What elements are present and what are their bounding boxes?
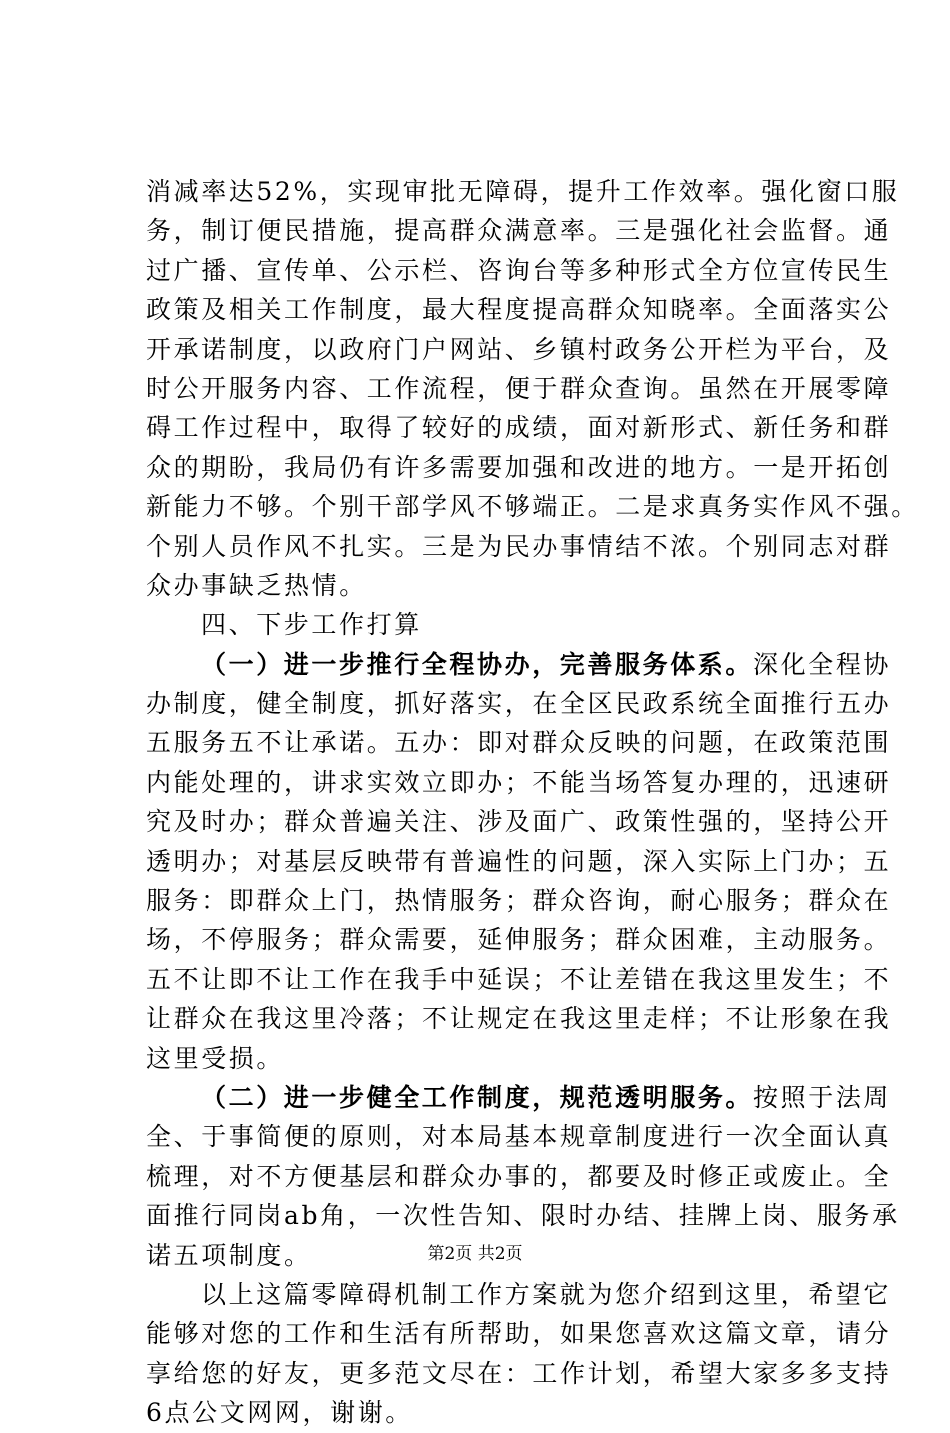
text-segment: 碍工作过程中，取得了较好的成绩，面对新形式、新任务和群: [146, 413, 892, 443]
text-line: [146, 527, 892, 566]
text-segment: 梳理，对不方便基层和群众办事的，都要及时修正或废止。全: [146, 1161, 892, 1191]
text-segment: 时公开服务内容、工作流程，便于群众查询。虽然在开展零障: [146, 373, 892, 403]
text-line: [146, 684, 892, 723]
text-line: [146, 1196, 900, 1235]
text-segment: 办制度，健全制度，抓好落实，在全区民政系统全面推行五办: [146, 689, 892, 719]
text-segment: 个别人员作风不扎实。三是为民办事情结不浓。个别同志对群: [146, 531, 892, 561]
text-segment: 6点公文网网，谢谢。: [146, 1398, 413, 1428]
text-segment: 众的期盼，我局仍有许多需要加强和改进的地方。一是开拓创: [146, 452, 892, 482]
text-segment: 务，制订便民措施，提高群众满意率。三是强化社会监督。通: [146, 216, 892, 246]
text-line: [146, 1117, 892, 1156]
text-line: [146, 645, 892, 684]
text-line: [146, 802, 892, 841]
text-segment: 让群众在我这里冷落；不让规定在我这里走样；不让形象在我: [146, 1004, 892, 1034]
text-line: [146, 1039, 836, 1078]
text-segment: 以上这篇零障碍机制工作方案就为您介绍到这里，希望它: [201, 1279, 892, 1309]
text-line: [146, 1157, 892, 1196]
text-line: [146, 448, 892, 487]
text-line: [146, 1314, 892, 1353]
text-segment: 究及时办；群众普遍关注、涉及面广、政策性强的，坚持公开: [146, 807, 892, 837]
text-segment: 五服务五不让承诺。五办：即对群众反映的问题，在政策范围: [146, 728, 892, 758]
text-segment: 诺五项制度。: [146, 1240, 312, 1270]
text-segment: 新能力不够。个别干部学风不够端正。二是求真务实作风不强。: [146, 492, 919, 522]
text-segment: 众办事缺乏热情。: [146, 570, 367, 600]
text-segment: 开承诺制度，以政府门户网站、乡镇村政务公开栏为平台，及: [146, 334, 892, 364]
text-line: [146, 1393, 836, 1432]
text-line: [146, 999, 892, 1038]
text-line: [146, 487, 919, 526]
text-line: [146, 1354, 892, 1393]
text-line: [146, 172, 900, 211]
text-segment: 内能处理的，讲求实效立即办；不能当场答复办理的，迅速研: [146, 767, 892, 797]
text-line: [146, 1078, 892, 1117]
text-line: [146, 290, 892, 329]
text-segment: 消减率达52%，实现审批无障碍，提升工作效率。强化窗口服: [146, 177, 900, 206]
text-segment: 五不让即不让工作在我手中延误；不让差错在我这里发生；不: [146, 964, 892, 994]
text-segment: 面推行同岗ab角，一次性告知、限时办结、挂牌上岗、服务承: [146, 1201, 900, 1231]
text-segment: 按照于法周: [753, 1082, 892, 1112]
text-line: [146, 881, 892, 920]
text-segment: 过广播、宣传单、公示栏、咨询台等多种形式全方位宣传民生: [146, 255, 892, 285]
text-segment: 能够对您的工作和生活有所帮助，如果您喜欢这篇文章，请分: [146, 1319, 892, 1349]
text-segment: 场，不停服务；群众需要，延伸服务；群众困难，主动服务。: [146, 925, 892, 955]
text-line: [146, 330, 892, 369]
text-segment: 这里受损。: [146, 1043, 285, 1073]
text-line: [146, 920, 892, 959]
text-segment: 深化全程协: [753, 649, 892, 679]
text-line: [146, 842, 892, 881]
text-segment: 服务：即群众上门，热情服务；群众咨询，耐心服务；群众在: [146, 886, 892, 916]
text-segment: 享给您的好友，更多范文尽在：工作计划，希望大家多多支持: [146, 1358, 892, 1388]
text-line: [146, 605, 836, 644]
text-line: [146, 1275, 892, 1314]
bold-heading-segment: （二）进一步健全工作制度，规范透明服务。: [201, 1082, 754, 1112]
text-segment: 政策及相关工作制度，最大程度提高群众知晓率。全面落实公: [146, 295, 892, 325]
text-line: [146, 408, 892, 447]
text-line: [146, 960, 892, 999]
text-line: [146, 723, 892, 762]
text-line: [146, 763, 892, 802]
text-line: [146, 251, 892, 290]
text-line: [146, 566, 836, 605]
text-segment: 全、于事简便的原则，对本局基本规章制度进行一次全面认真: [146, 1122, 892, 1152]
text-line: [146, 369, 892, 408]
text-segment: 四、下步工作打算: [201, 610, 422, 640]
bold-heading-segment: （一）进一步推行全程协办，完善服务体系。: [201, 649, 754, 679]
text-segment: 透明办；对基层反映带有普遍性的问题，深入实际上门办；五: [146, 846, 892, 876]
text-line: [146, 211, 892, 250]
page-footer: 第2页 共2页: [427, 1244, 523, 1264]
